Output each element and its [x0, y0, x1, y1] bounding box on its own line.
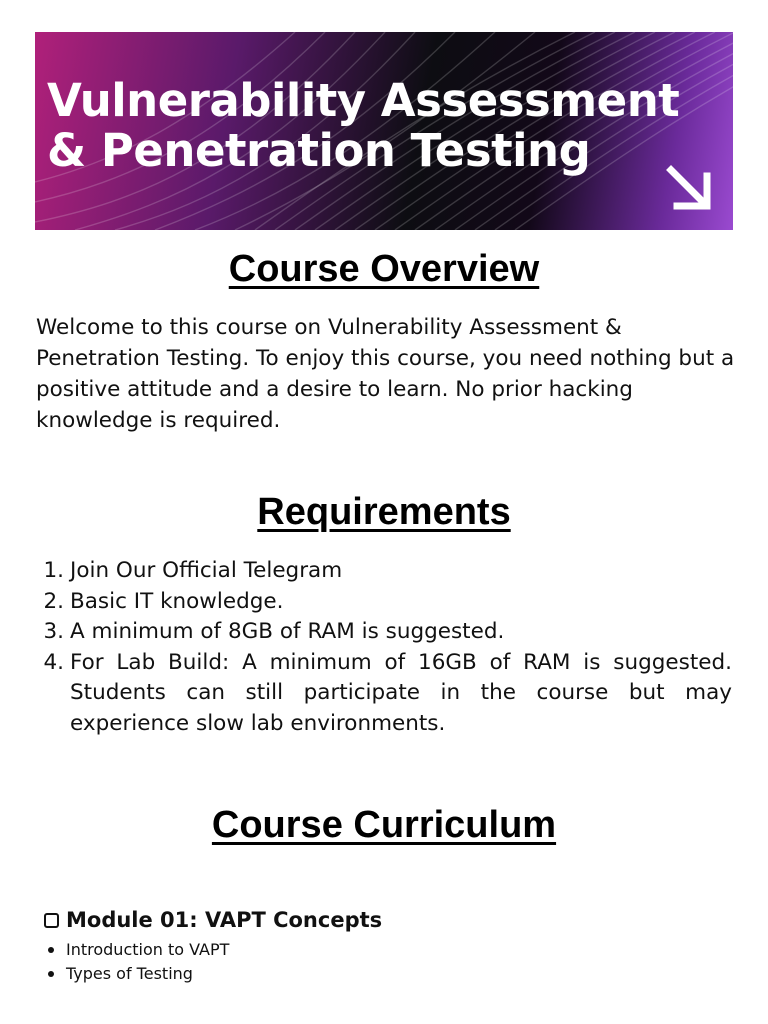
list-item-number: 1. — [43, 558, 64, 583]
list-item-text: Join Our Official Telegram — [70, 558, 343, 583]
module-title — [44, 908, 382, 932]
list-item-text: A minimum of 8GB of RAM is suggested. — [70, 619, 505, 644]
list-item-number: 4. — [43, 649, 64, 675]
list-item — [36, 648, 732, 740]
arrow-down-right-icon — [663, 162, 713, 212]
requirements-list — [36, 556, 732, 739]
bullet-icon — [48, 947, 54, 953]
list-item — [48, 938, 229, 962]
overview-heading: Course Overview — [228, 248, 540, 290]
banner-title-line-1: Vulnerability Assessment — [47, 74, 680, 127]
list-item-number: 2. — [43, 588, 64, 614]
list-item-text: For Lab Build: A minimum of 16GB of RAM is suggested. Students can still participate in the course but may experience slow lab environments. — [70, 649, 732, 736]
course-banner — [35, 32, 733, 230]
list-item-number: 3. — [43, 619, 64, 644]
list-item-text: Basic IT knowledge. — [70, 588, 284, 614]
checkbox-icon — [44, 913, 59, 928]
topic-text: Introduction to VAPT — [66, 940, 230, 959]
module-title-text: Module 01: VAPT Concepts — [66, 908, 383, 932]
banner-title — [47, 76, 733, 176]
curriculum-heading: Course Curriculum — [211, 804, 557, 846]
overview-text: Welcome to this course on Vulnerability Assessment & Penetration Testing. To enjoy this course, you need nothing but a positive attitude and a desire to learn. No prior hacking knowledge is required. — [36, 315, 735, 433]
banner-title-line-2: & Penetration Testing — [47, 124, 591, 177]
module-topics — [48, 938, 229, 986]
bullet-icon — [48, 971, 54, 977]
list-item — [48, 962, 229, 986]
list-item — [36, 556, 732, 587]
topic-text: Types of Testing — [66, 964, 193, 983]
list-item — [36, 617, 732, 648]
list-item — [36, 587, 732, 618]
requirements-heading: Requirements — [257, 491, 511, 533]
